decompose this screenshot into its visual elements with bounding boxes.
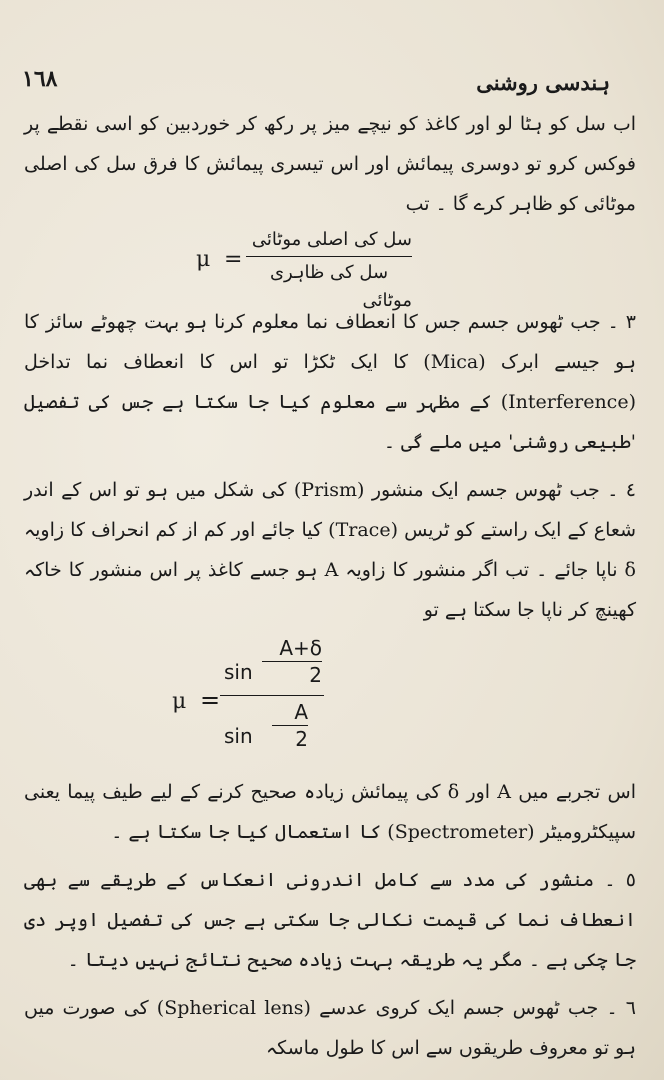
mu-symbol: μ bbox=[172, 689, 187, 714]
paragraph-3: ٣ ۔ جب ٹھوس جسم جس کا انعطاف نما معلوم کرنا ہو بہت چھوٹے سائز کا ہو جیسے ابرک (Mica) کا ایک ٹکڑا تو اس کا انعطاف نما تداخل (Interference) کے مظہر سے معلوم کیا جا سکتا ہے جس کی تفصیل 'طبیعی روشنی' میں ملے گی ۔ bbox=[24, 311, 636, 453]
prism-equation bbox=[24, 634, 636, 766]
fraction bbox=[246, 226, 412, 315]
running-head: ہندسی روشنی bbox=[476, 70, 610, 95]
fraction-bar bbox=[246, 256, 412, 257]
intro-paragraph: اب سل کو ہٹا لو اور کاغذ کو نیچے میز پر رکھ کر خوردبین کو اسی نقطے پر فوکس کرو تو دوسری پیمائش اور اس تیسری پیمائش کا فرق سل کی اصلی موٹائی کو ظاہر کرے گا ۔ تب bbox=[24, 113, 636, 215]
denominator-fraction bbox=[272, 700, 308, 751]
numerator-argument: A+δ bbox=[279, 636, 322, 660]
denominator-sin: sin bbox=[224, 724, 253, 748]
denominator-argument: A bbox=[294, 700, 308, 724]
numerator: سل کی اصلی موٹائی bbox=[251, 229, 412, 250]
equals-sign: = bbox=[224, 247, 243, 272]
numerator-fraction bbox=[262, 636, 322, 687]
fraction-bar bbox=[262, 661, 322, 662]
paragraph-4: ٤ ۔ جب ٹھوس جسم ایک منشور (Prism) کی شکل میں ہو تو اس کے اندر شعاع کے ایک راستے کو ٹریس (Trace) کیا جائے اور کم از کم انحراف کا زاویہ δ ناپا جائے ۔ تب اگر منشور کا زاویہ A ہو جسے کاغذ پر اس منشور کا خاکہ کھینچ کر ناپا جا سکتا ہے تو bbox=[24, 479, 636, 621]
denominator: سل کی ظاہری موٹائی bbox=[269, 262, 412, 311]
denominator-divisor: 2 bbox=[295, 727, 308, 751]
fraction-bar bbox=[272, 725, 308, 726]
numerator-divisor: 2 bbox=[309, 663, 322, 687]
numerator-sin: sin bbox=[224, 660, 253, 684]
thickness-ratio-equation bbox=[24, 226, 636, 311]
page-number: ١٦٨ bbox=[22, 66, 58, 92]
paragraph-4-continued: اس تجربے میں A اور δ کی پیمائش زیادہ صحیح کرنے کے لیے طیف پیما یعنی سپیکٹرومیٹر (Spectrometer) کا استعمال کیا جا سکتا ہے ۔ bbox=[24, 781, 636, 843]
page-header bbox=[0, 66, 664, 106]
paragraph-5: ٥ ۔ منشور کی مدد سے کامل اندرونی انعکاس کے طریقے سے بھی انعطاف نما کی قیمت نکالی جا سکتی ہے جس کی تفصیل اوپر دی جا چکی ہے ۔ مگر یہ طریقہ بہت زیادہ صحیح نتائج نہیں دیتا ۔ bbox=[24, 869, 636, 971]
mu-symbol: μ bbox=[196, 247, 211, 272]
body-text bbox=[24, 104, 636, 1068]
main-fraction-bar bbox=[220, 695, 324, 696]
paragraph-6: ٦ ۔ جب ٹھوس جسم ایک کروی عدسے (Spherical lens) کی صورت میں ہو تو معروف طریقوں سے اس کا طول ماسکہ bbox=[24, 997, 636, 1059]
equals-sign: = bbox=[200, 686, 221, 714]
